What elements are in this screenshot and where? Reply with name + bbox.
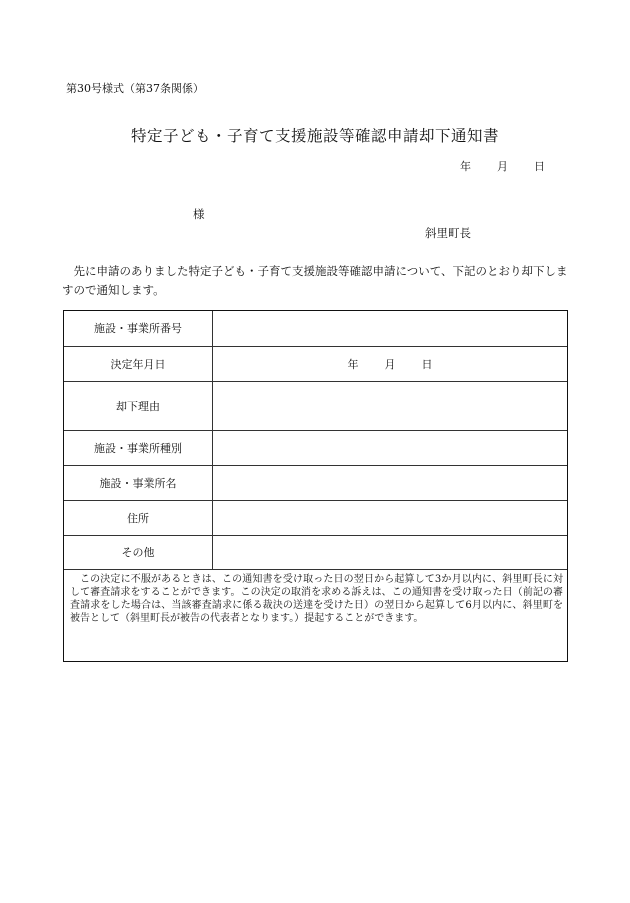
notice-table-frame xyxy=(63,310,568,662)
table-row xyxy=(64,430,567,465)
header-date xyxy=(460,158,545,174)
document-title: 特定子ども・子育て支援施設等確認申請却下通知書 xyxy=(130,127,499,145)
decision-date-day: 日 xyxy=(421,357,433,371)
table-row xyxy=(64,346,567,381)
row-label-address: 住所 xyxy=(64,500,213,535)
row-value-facility-name[interactable] xyxy=(213,465,568,500)
row-value-rejection-reason[interactable] xyxy=(213,381,568,430)
row-label-decision-date: 決定年月日 xyxy=(64,346,213,381)
row-label-facility-type: 施設・事業所種別 xyxy=(64,430,213,465)
table-row xyxy=(64,500,567,535)
row-label-other: その他 xyxy=(64,535,213,569)
decision-date-month: 月 xyxy=(384,357,396,371)
table-row xyxy=(64,535,567,569)
form-number: 第30号様式（第37条関係） xyxy=(66,82,204,95)
header-date-day: 日 xyxy=(534,160,545,173)
appeal-notice: この決定に不服があるときは、この通知書を受け取った日の翌日から起算して3か月以内に、斜里町長に対して審査請求をすることができます。この決定の取消を求める訴えは、この通知書を受け取った日（前記の審査請求をした場合は、当該審査請求に係る裁決の送達を受けた日）の翌日から起算して6月以内に、斜里町を被告として（斜里町長が被告の代表者となります。）提起することができます。 xyxy=(70,573,563,624)
recipient-suffix: 様 xyxy=(193,207,205,221)
header-date-month: 月 xyxy=(497,160,508,173)
row-value-address[interactable] xyxy=(213,500,568,535)
intro-text: 先に申請のありました特定子ども・子育て支援施設等確認申請について、下記のとおり却下しますので通知します。 xyxy=(62,264,568,297)
row-value-decision-date[interactable] xyxy=(213,346,568,381)
row-label-facility-number: 施設・事業所番号 xyxy=(64,311,213,346)
decision-date-year: 年 xyxy=(347,357,359,371)
header-date-year: 年 xyxy=(460,160,471,173)
row-label-facility-name: 施設・事業所名 xyxy=(64,465,213,500)
issuer: 斜里町長 xyxy=(425,226,471,240)
table-row xyxy=(64,381,567,430)
table-row xyxy=(64,311,567,346)
row-value-facility-type[interactable] xyxy=(213,430,568,465)
row-value-facility-number[interactable] xyxy=(213,311,568,346)
row-value-other[interactable] xyxy=(213,535,568,569)
notice-table xyxy=(64,311,567,570)
row-label-rejection-reason: 却下理由 xyxy=(64,381,213,430)
table-row xyxy=(64,465,567,500)
